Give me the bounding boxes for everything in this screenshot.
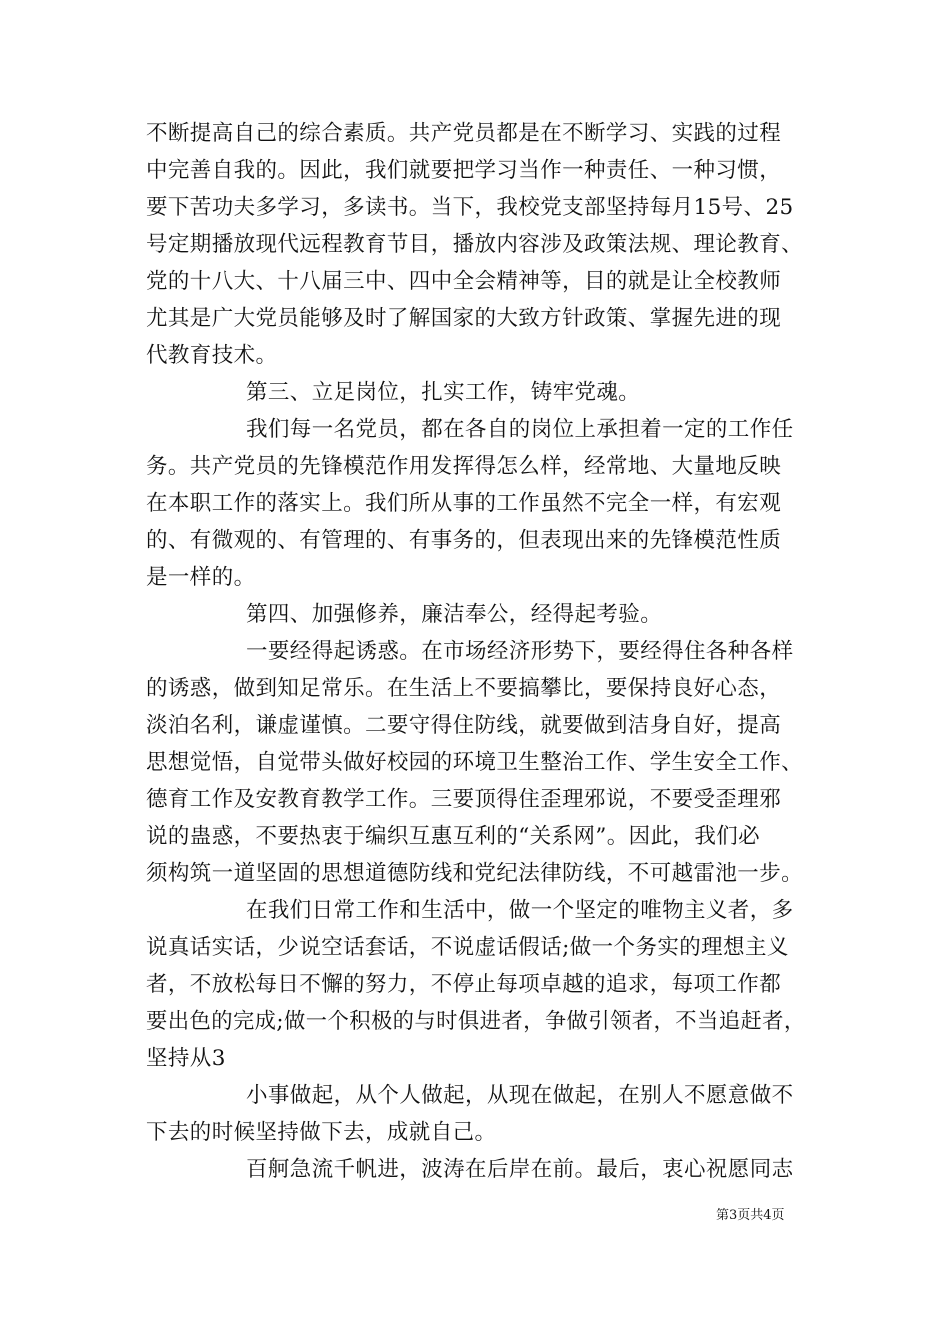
text-line-13: 是一样的。: [146, 565, 256, 590]
text-line-7: 代教育技术。: [146, 343, 278, 368]
text-line-5: 党的十八大、十八届三中、四中全会精神等，目的就是让全校教师: [146, 269, 782, 294]
section-heading-3: 第三、立足岗位，扎实工作，铸牢党魂。: [246, 380, 641, 405]
text-line-1: 不断提高自己的综合素质。共产党员都是在不断学习、实践的过程: [146, 121, 782, 146]
text-line-20: 说的蛊惑，不要热衷于编织互惠互利的“关系网”。因此，我们必: [146, 824, 761, 849]
text-line-29: 百舸急流千帆进，波涛在后岸在前。最后，衷心祝愿同志: [246, 1157, 794, 1182]
text-line-28: 下去的时候坚持做下去，成就自己。: [146, 1120, 497, 1145]
text-line-17: 淡泊名利，谦虚谨慎。二要守得住防线，就要做到洁身自好，提高: [146, 713, 782, 738]
text-line-6: 尤其是广大党员能够及时了解国家的大致方针政策、掌握先进的现: [146, 306, 782, 331]
text-line-19: 德育工作及安教育教学工作。三要顶得住歪理邪说，不要受歪理邪: [146, 787, 782, 812]
text-line-27: 小事做起，从个人做起，从现在做起，在别人不愿意做不: [246, 1083, 794, 1108]
text-line-12: 的、有微观的、有管理的、有事务的，但表现出来的先锋模范性质: [146, 528, 782, 553]
text-line-24: 者，不放松每日不懈的努力，不停止每项卓越的追求，每项工作都: [146, 972, 782, 997]
text-line-2: 中完善自我的。因此，我们就要把学习当作一种责任、一种习惯，: [146, 158, 782, 183]
text-line-23: 说真话实话，少说空话套话，不说虚话假话;做一个务实的理想主义: [146, 935, 789, 960]
text-line-18: 思想觉悟，自觉带头做好校园的环境卫生整治工作、学生安全工作、: [146, 750, 804, 775]
text-line-4: 号定期播放现代远程教育节目，播放内容涉及政策法规、理论教育、: [146, 232, 804, 257]
text-line-16: 的诱惑，做到知足常乐。在生活上不要搞攀比，要保持良好心态，: [146, 676, 782, 701]
page-number-footer: 第3页共4页: [716, 1208, 785, 1223]
text-line-25: 要出色的完成;做一个积极的与时俱进者，争做引领者，不当追赶者，: [146, 1009, 806, 1034]
text-line-10: 务。共产党员的先锋模范作用发挥得怎么样，经常地、大量地反映: [146, 454, 782, 479]
text-line-3: 要下苦功夫多学习，多读书。当下，我校党支部坚持每月15号、25: [146, 195, 794, 220]
text-line-21: 须构筑一道坚固的思想道德防线和党纪法律防线，不可越雷池一步。: [146, 861, 804, 886]
text-line-26: 坚持从3: [146, 1046, 226, 1071]
text-line-15: 一要经得起诱惑。在市场经济形势下，要经得住各种各样: [246, 639, 794, 664]
text-line-11: 在本职工作的落实上。我们所从事的工作虽然不完全一样，有宏观: [146, 491, 782, 516]
section-heading-4: 第四、加强修养，廉洁奉公，经得起考验。: [246, 602, 663, 627]
text-line-9: 我们每一名党员，都在各自的岗位上承担着一定的工作任: [246, 417, 794, 442]
text-line-22: 在我们日常工作和生活中，做一个坚定的唯物主义者，多: [246, 898, 794, 923]
